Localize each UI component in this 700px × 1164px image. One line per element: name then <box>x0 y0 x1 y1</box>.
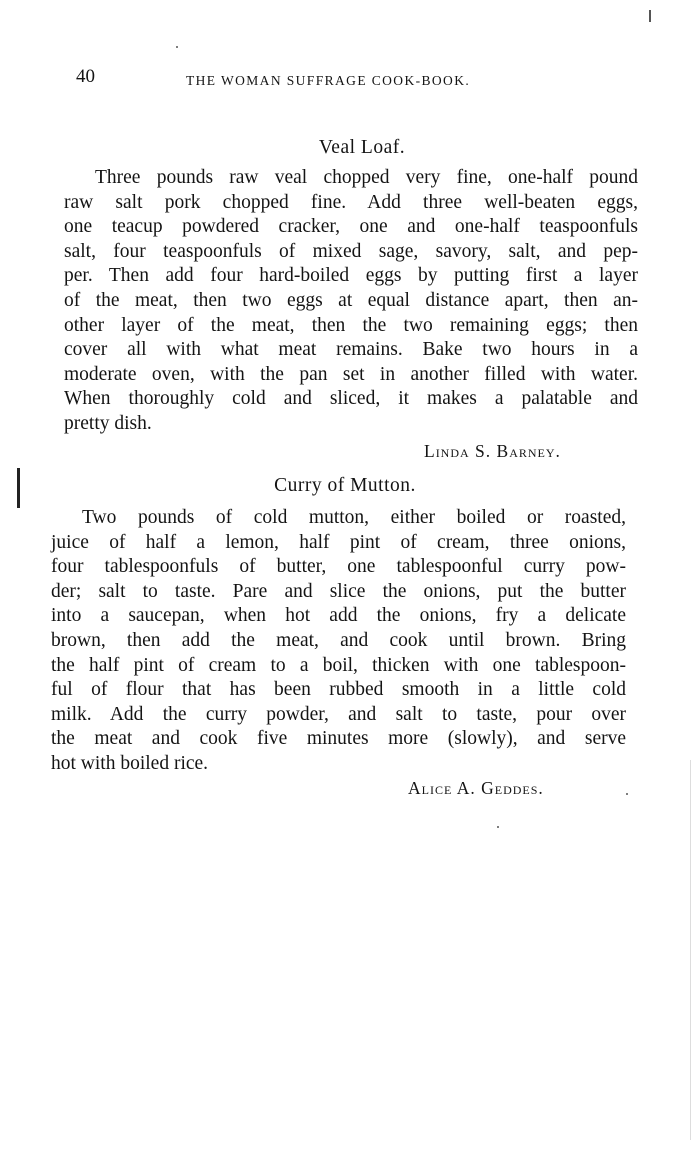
text-line: the half pint of cream to a boil, thicken with one tablespoon- <box>51 654 626 676</box>
corner-mark <box>649 10 651 22</box>
text-line: pretty dish. <box>64 412 152 434</box>
page-edge-shadow <box>690 760 691 1140</box>
page-number: 40 <box>76 66 95 87</box>
text-line: moderate oven, with the pan set in another filled with water. <box>64 363 638 385</box>
text-line: Three pounds raw veal chopped very fine, one-half pound <box>95 167 638 188</box>
text-line: milk. Add the curry powder, and salt to taste, pour over <box>51 703 626 725</box>
text-line: juice of half a lemon, half pint of cream, three onions, <box>51 531 626 553</box>
recipe-body-curry-of-mutton <box>51 506 626 777</box>
text-line: der; salt to taste. Pare and slice the onions, put the butter <box>51 580 626 602</box>
text-line: the meat and cook five minutes more (slowly), and serve <box>51 728 626 750</box>
text-line: per. Then add four hard-boiled eggs by putting first a layer <box>64 265 638 287</box>
text-line: ful of flour that has been rubbed smooth in a little cold <box>51 679 626 701</box>
text-line: of the meat, then two eggs at equal distance apart, then an- <box>64 289 638 311</box>
text-line: into a saucepan, when hot add the onions, fry a delicate <box>51 605 626 627</box>
page-header <box>76 66 546 96</box>
text-line: When thoroughly cold and sliced, it makes a palatable and <box>64 388 638 410</box>
text-line: brown, then add the meat, and cook until brown. Bring <box>51 629 626 651</box>
text-line: raw salt pork chopped fine. Add three well-beaten eggs, <box>64 191 638 213</box>
recipe-author-curry-of-mutton: Alice A. Geddes. <box>408 778 544 798</box>
text-line: four tablespoonfuls of butter, one tablespoonful curry pow- <box>51 556 626 578</box>
recipe-title-curry-of-mutton: Curry of Mutton. <box>274 475 416 496</box>
recipe-author-veal-loaf: Linda S. Barney. <box>424 441 561 461</box>
recipe-title-veal-loaf: Veal Loaf. <box>318 137 406 158</box>
text-line: salt, four teaspoonfuls of mixed sage, savory, salt, and pep- <box>64 240 638 262</box>
text-line: other layer of the meat, then the two remaining eggs; then <box>64 314 638 336</box>
text-line: cover all with what meat remains. Bake two hours in a <box>64 339 638 361</box>
paper-speck <box>176 46 178 48</box>
margin-mark <box>17 468 20 508</box>
text-line: hot with boiled rice. <box>51 752 209 774</box>
paper-speck <box>497 826 499 828</box>
paper-speck <box>626 793 628 795</box>
text-line: Two pounds of cold mutton, either boiled or roasted, <box>82 507 626 528</box>
text-line: one teacup powdered cracker, one and one-half teaspoonfuls <box>64 216 638 238</box>
recipe-body-veal-loaf <box>64 166 638 437</box>
running-head: THE WOMAN SUFFRAGE COOK-BOOK. <box>186 73 471 88</box>
